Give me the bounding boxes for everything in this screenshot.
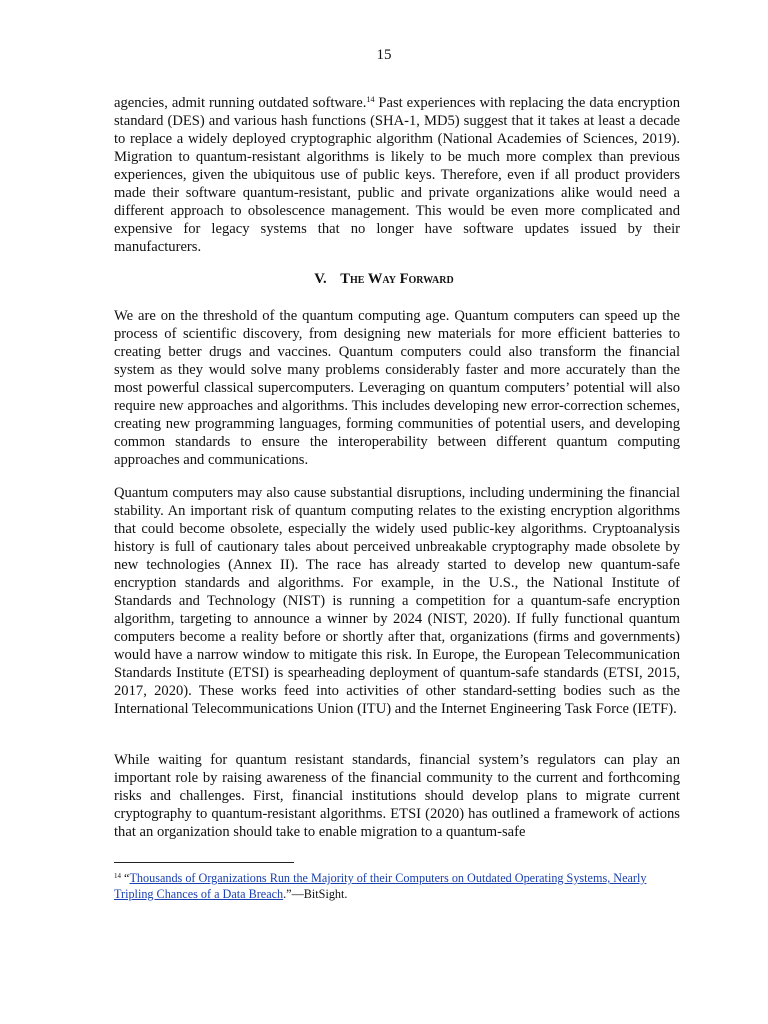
section-heading [0,270,768,288]
footnote-open-quote: “ [121,871,130,885]
footnote-divider [114,862,294,863]
footnote-link[interactable]: Thousands of Organizations Run the Majority of their Computers on Outdated Operating Systems, Nearly Tripling Chances of a Data Breach [114,871,647,901]
body-paragraph: We are on the threshold of the quantum computing age. Quantum computers can speed up the process of scientific discovery, from designing new materials for more efficient batteries to creating better drugs and vaccines. Quantum computers could also transform the financial system as they would solve many problems considerably faster and more accurately than the most powerful classical supercomputers. Leveraging on quantum computers’ potential will also require new approaches and algorithms. This includes developing new error-correction schemes, creating new programming languages, forming communities of potential users, and developing common standards to ensure the interoperability between different quantum computing approaches and communications. [114,308,680,468]
footnote-source: .”—BitSight. [283,887,348,901]
paragraph-text: Past experiences with replacing the data encryption standard (DES) and various hash functions (SHA-1, MD5) suggest that it takes at least a decade to replace a widely deployed cryptographic algorithm (National Academies of Sciences, 2019). Migration to quantum-resistant algorithms is likely to be much more complex than previous experiences, given the ubiquitous use of public keys. Therefore, even if all product providers made their software quantum-resistant, public and private organizations alike would need a different approach to obsolescence management. This would be even more complicated and expensive for legacy systems that no longer have software updates issued by their manufacturers. [114,95,680,255]
body-paragraph [114,94,680,256]
body-paragraph: While waiting for quantum resistant standards, financial system’s regulators can play an important role by raising awareness of the financial community to the current and forthcoming risks and challenges. First, financial institutions should develop plans to migrate current cryptography to quantum-resistant algorithms. ETSI (2020) has outlined a framework of actions that an organization should take to enable migration to a quantum-safe [114,752,680,840]
section-number: V. [314,271,327,287]
footnote-reference[interactable]: 14 [366,95,375,104]
footnote [114,870,680,902]
page-number: 15 [376,47,392,63]
footnote-marker: 14 [114,872,121,880]
body-paragraph: Quantum computers may also cause substantial disruptions, including undermining the financial stability. An important risk of quantum computing relates to the existing encryption algorithms that could become obsolete, especially the widely used public-key algorithms. Cryptoanalysis history is full of cautionary tales about perceived unbreakable cryptography made obsolete by new technologies (Annex II). The race has already started to develop new quantum-safe encryption standards and algorithms. For example, in the U.S., the National Institute of Standards and Technology (NIST) is running a competition for a quantum-safe encryption algorithm, targeting to announce a winner by 2024 (NIST, 2020). If fully functional quantum computers become a reality before or shortly after that, organizations (firms and governments) would have a narrow window to mitigate this risk. In Europe, the European Telecommunication Standards Institute (ETSI) is spearheading deployment of quantum-safe standards (ETSI, 2015, 2017, 2020). These works feed into activities of other standard-setting bodies such as the International Telecommunications Union (ITU) and the Internet Engineering Task Force (IETF). [114,485,680,717]
paragraph-text: agencies, admit running outdated software. [114,95,367,111]
section-title: The Way Forward [340,271,454,287]
